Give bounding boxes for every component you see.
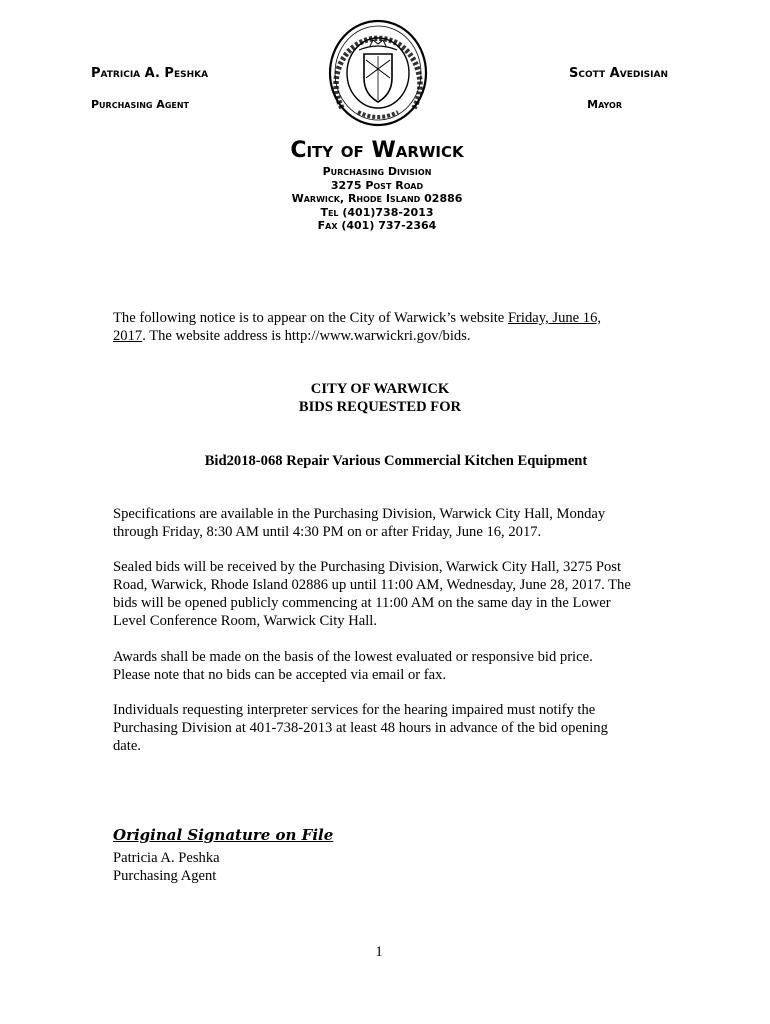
specifications-paragraph: Specifications are available in the Purchasing Division, Warwick City Hall, Monday through Friday, 8:30 AM until 4:30 PM on or after Friday, June 16, 2017. — [113, 506, 606, 540]
mayor-title: Mayor — [587, 98, 622, 111]
notice-heading-bids: BIDS REQUESTED FOR — [298, 399, 462, 415]
awards-paragraph: Awards shall be made on the basis of the lowest evaluated or responsive bid price. Please note that no bids can be accepted via email or fax. — [113, 649, 593, 683]
page-number: 1 — [375, 944, 383, 960]
purchasing-agent-name: Patricia A. Peshka — [91, 66, 209, 81]
purchasing-agent-title: Purchasing Agent — [91, 98, 190, 111]
intro-text: The following notice is to appear on the City of Warwick’s website — [113, 310, 508, 326]
signer-name: Patricia A. Peshka — [113, 850, 220, 866]
division-line: Purchasing Division — [322, 165, 432, 178]
city-name-heading: City of Warwick — [290, 138, 464, 163]
address-line-2: Warwick, Rhode Island 02886 — [291, 192, 463, 205]
sealed-bids-paragraph: Sealed bids will be received by the Purchasing Division, Warwick City Hall, 3275 Post Road, Warwick, Rhode Island 02886 up until 11:00 AM, Wednesday, June 28, 2017. The bids will be opened publicly commencing at 11:00 AM on the same day in the Lower Level Conference Room, Warwick City Hall. — [113, 559, 631, 629]
posting-date: Friday, June 16, 2017 — [113, 310, 602, 344]
fax-line: Fax (401) 737-2364 — [317, 219, 437, 232]
city-seal-icon — [326, 16, 430, 130]
interpreter-paragraph: Individuals requesting interpreter services for the hearing impaired must notify the Purchasing Division at 401-738-2013 at least 48 hours in advance of the bid opening date. — [113, 702, 608, 754]
telephone-line: Tel (401)738-2013 — [320, 205, 434, 219]
signer-title: Purchasing Agent — [113, 868, 217, 884]
signature-image: Original Signature on File — [113, 826, 334, 844]
notice-heading-city: CITY OF WARWICK — [310, 381, 450, 397]
bid-title: Bid2018-068 Repair Various Commercial Kitchen Equipment — [204, 453, 588, 469]
contact-block — [0, 165, 754, 233]
intro-website-text: . The website address is http://www.warwickri.gov/bids. — [142, 328, 471, 344]
intro-paragraph — [113, 309, 633, 345]
mayor-name: Scott Avedisian — [569, 66, 668, 81]
address-line-1: 3275 Post Road — [330, 178, 424, 192]
